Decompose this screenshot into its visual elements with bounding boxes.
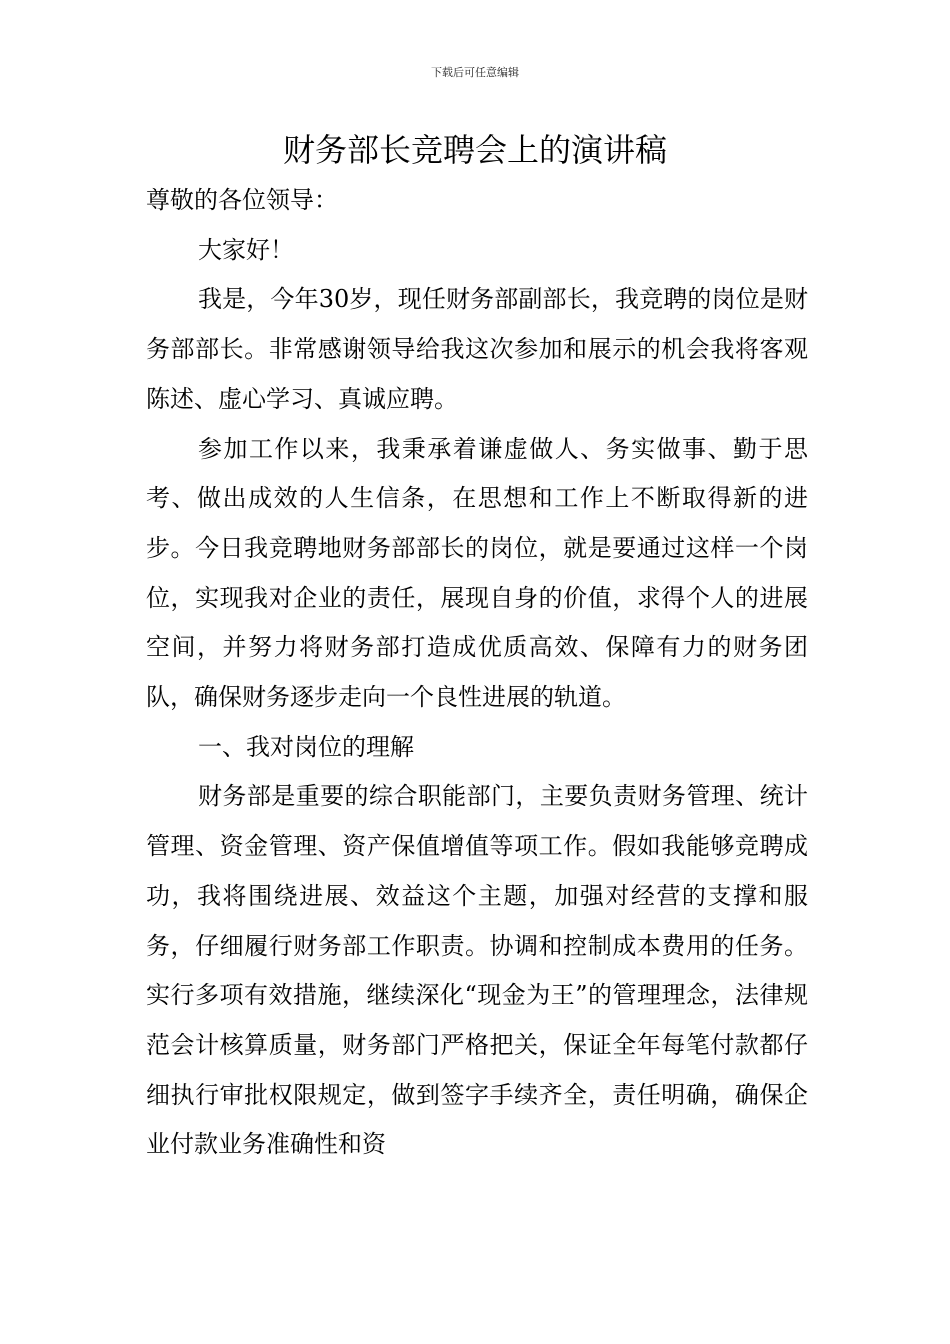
header-note: 下载后可任意编辑 — [431, 66, 519, 79]
paragraph-introduction: 我是，今年30岁，现任财务部副部长，我竞聘的岗位是财务部部长。非常感谢领导给我这次参加和展示的机会我将客观陈述、虚心学习、真诚应聘。 — [146, 285, 808, 413]
paragraph-department-role: 财务部是重要的综合职能部门，主要负责财务管理、统计管理、资金管理、资产保值增值等项工作。假如我能够竞聘成功，我将围绕进展、效益这个主题，加强对经营的支撑和服务，仔细履行财务部工作职责。协调和控制成本费用的任务。实行多项有效措施，继续深化“现金为王”的管理理念，法律规范会计核算质量，财务部门严格把关，保证全年每笔付款都仔细执行审批权限规定，做到签字手续齐全，责任明确，确保企业付款业务准确性和资 — [146, 782, 808, 1159]
paragraph-background: 参加工作以来，我秉承着谦虚做人、务实做事、勤于思考、做出成效的人生信条，在思想和工作上不断取得新的进步。今日我竞聘地财务部部长的岗位，就是要通过这样一个岗位，实现我对企业的责任，展现自身的价值，求得个人的进展空间，并努力将财务部打造成优质高效、保障有力的财务团队，确保财务逐步走向一个良性进展的轨道。 — [146, 434, 808, 712]
paragraph-greeting: 大家好！ — [198, 235, 294, 264]
section-heading-understanding: 一、我对岗位的理解 — [198, 732, 414, 761]
document-title: 财务部长竞聘会上的演讲稿 — [282, 131, 667, 169]
salutation: 尊敬的各位领导： — [146, 186, 338, 214]
document-body — [146, 176, 808, 1170]
